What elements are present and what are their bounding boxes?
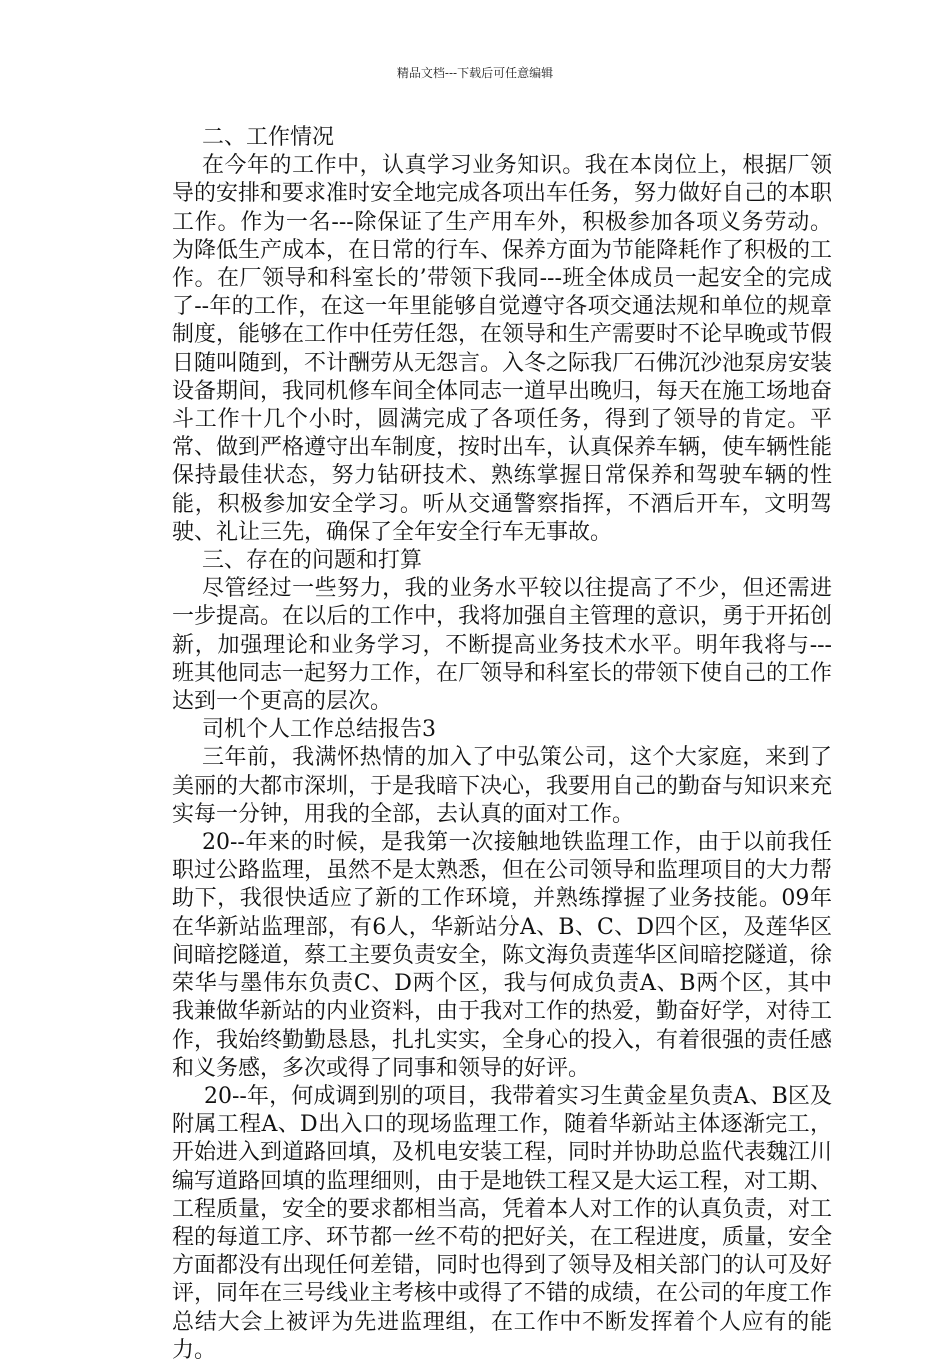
report-title: 司机个人工作总结报告3: [202, 717, 436, 743]
paragraph: 20--年，何成调到别的项目，我带着实习生黄金星负责A、B区及附属工程A、D出入口的现场监理工作，随着华新站主体逐渐完工，开始进入到道路回填，及机电安装工程，同时并协助总监代表魏江川编写道路回填的监理细则，由于是地铁工程又是大运工程，对工期、工程质量，安全的要求都相当高，凭着本人对工作的认真负责，对工程的每道工序、环节都一丝不苟的把好关，在工程进度，质量，安全方面都没有出现任何差错，同时也得到了领导及相关部门的认可及好评，同年在三号线业主考核中或得了不错的成绩，在公司的年度工作总结大会上被评为先进监理组，在工作中不断发挥着个人应有的能力。: [172, 1083, 833, 1363]
paragraph: 三年前，我满怀热情的加入了中弘策公司，这个大家庭，来到了美丽的大都市深圳，于是我暗下决心，我要用自己的勤奋与知识来充实每一分钟，用我的全部，去认真的面对工作。: [172, 745, 833, 827]
page-header: 精品文档---下载后可任意编辑: [396, 66, 554, 80]
paragraph: 尽管经过一些努力，我的业务水平较以往提高了不少，但还需进一步提高。在以后的工作中，我将加强自主管理的意识，勇于开拓创新，加强理论和业务学习，不断提高业务技术水平。明年我将与---班其他同志一起努力工作，在厂领导和科室长的带领下使自己的工作达到一个更高的层次。: [172, 576, 833, 715]
document-body: [172, 124, 832, 1365]
section-heading: 二、工作情况: [202, 125, 335, 150]
paragraph: 在今年的工作中，认真学习业务知识。我在本岗位上，根据厂领导的安排和要求准时安全地完成各项出车任务，努力做好自己的本职工作。作为一名---除保证了生产用车外，积极参加各项义务劳动。为降低生产成本，在日常的行车、保养方面为节能降耗作了积极的工作。在厂领导和科室长的’带领下我同---班全体成员一起安全的完成了--年的工作，在这一年里能够自觉遵守各项交通法规和单位的规章制度，能够在工作中任劳任怨，在领导和生产需要时不论早晚或节假日随叫随到，不计酬劳从无怨言。入冬之际我厂石佛沉沙池泵房安装设备期间，我同机修车间全体同志一道早出晚归，每天在施工场地奋斗工作十几个小时，圆满完成了各项任务，得到了领导的肯定。平常、做到严格遵守出车制度，按时出车，认真保养车辆，使车辆性能保持最佳状态，努力钻研技术、熟练掌握日常保养和驾驶车辆的性能，积极参加安全学习。听从交通警察指挥，不酒后开车，文明驾驶、礼让三先，确保了全年安全行车无事故。: [172, 153, 833, 545]
section-heading: 三、存在的问题和打算: [202, 548, 423, 574]
paragraph: 20--年来的时候，是我第一次接触地铁监理工作，由于以前我任职过公路监理，虽然不是太熟悉，但在公司领导和监理项目的大力帮助下，我很快适应了新的工作环境，并熟练撑握了业务技能。09年在华新站监理部，有6人，华新站分A、B、C、D四个区，及莲华区间暗挖隧道，蔡工主要负责安全，陈文海负责莲华区间暗挖隧道，徐荣华与墨伟东负责C、D两个区，我与何成负责A、B两个区，其中我兼做华新站的内业资料，由于我对工作的热爱，勤奋好学，对待工作，我始终勤勤恳恳，扎扎实实，全身心的投入，有着很强的责任感和义务感，多次或得了同事和领导的好评。: [172, 830, 833, 1081]
